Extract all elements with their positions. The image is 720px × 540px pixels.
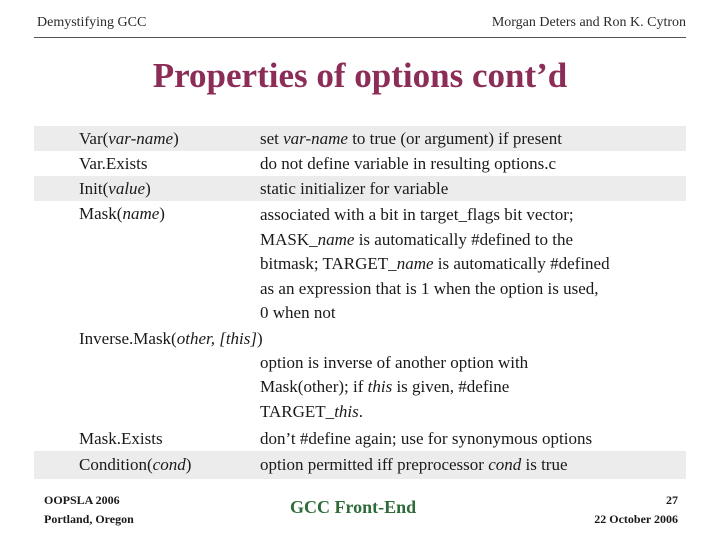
table-row <box>34 201 686 326</box>
option-description: set var-name to true (or argument) if present <box>260 129 562 148</box>
option-description: static initializer for variable <box>260 179 449 198</box>
footer-center: GCC Front-End <box>290 497 417 517</box>
table-row <box>34 451 686 479</box>
slide-title: Properties of options cont’d <box>152 56 568 95</box>
table-row <box>34 176 686 201</box>
table-row <box>34 424 686 451</box>
option-term: Mask.Exists <box>79 429 163 448</box>
option-description: option permitted iff preprocessor cond is true <box>260 455 568 474</box>
option-term: Condition(cond) <box>79 455 192 474</box>
option-description: do not define variable in resulting options.c <box>260 154 557 173</box>
table-row <box>34 126 686 151</box>
footer-left: OOPSLA 2006 Portland, Oregon <box>44 493 134 526</box>
options-table <box>34 126 686 479</box>
option-term: Init(value) <box>79 179 151 198</box>
option-description: associated with a bit in target_flags bit vector; MASK_name is automatically #defined to the bitmask; TARGET_name is automatically #defined as an expression that is 1 when the option is used, 0 when not <box>260 205 610 322</box>
table-row <box>34 326 686 425</box>
header-left: Demystifying GCC <box>37 15 147 30</box>
option-term: Mask(name) <box>79 204 165 223</box>
option-term: Var(var-name) <box>79 129 179 148</box>
table-row <box>34 151 686 176</box>
header-right: Morgan Deters and Ron K. Cytron <box>491 15 686 30</box>
option-term: Var.Exists <box>79 154 148 173</box>
header-rule <box>34 37 686 38</box>
option-description: don’t #define again; use for synonymous options <box>260 429 593 448</box>
footer-right <box>594 491 678 529</box>
option-term: Inverse.Mask(other, [this]) <box>79 328 263 348</box>
option-description: option is inverse of another option with Mask(other); if this is given, #define TARGET_this. <box>260 352 529 421</box>
page-number: 27 <box>666 493 678 507</box>
footer-date: 22 October 2006 <box>594 512 678 526</box>
